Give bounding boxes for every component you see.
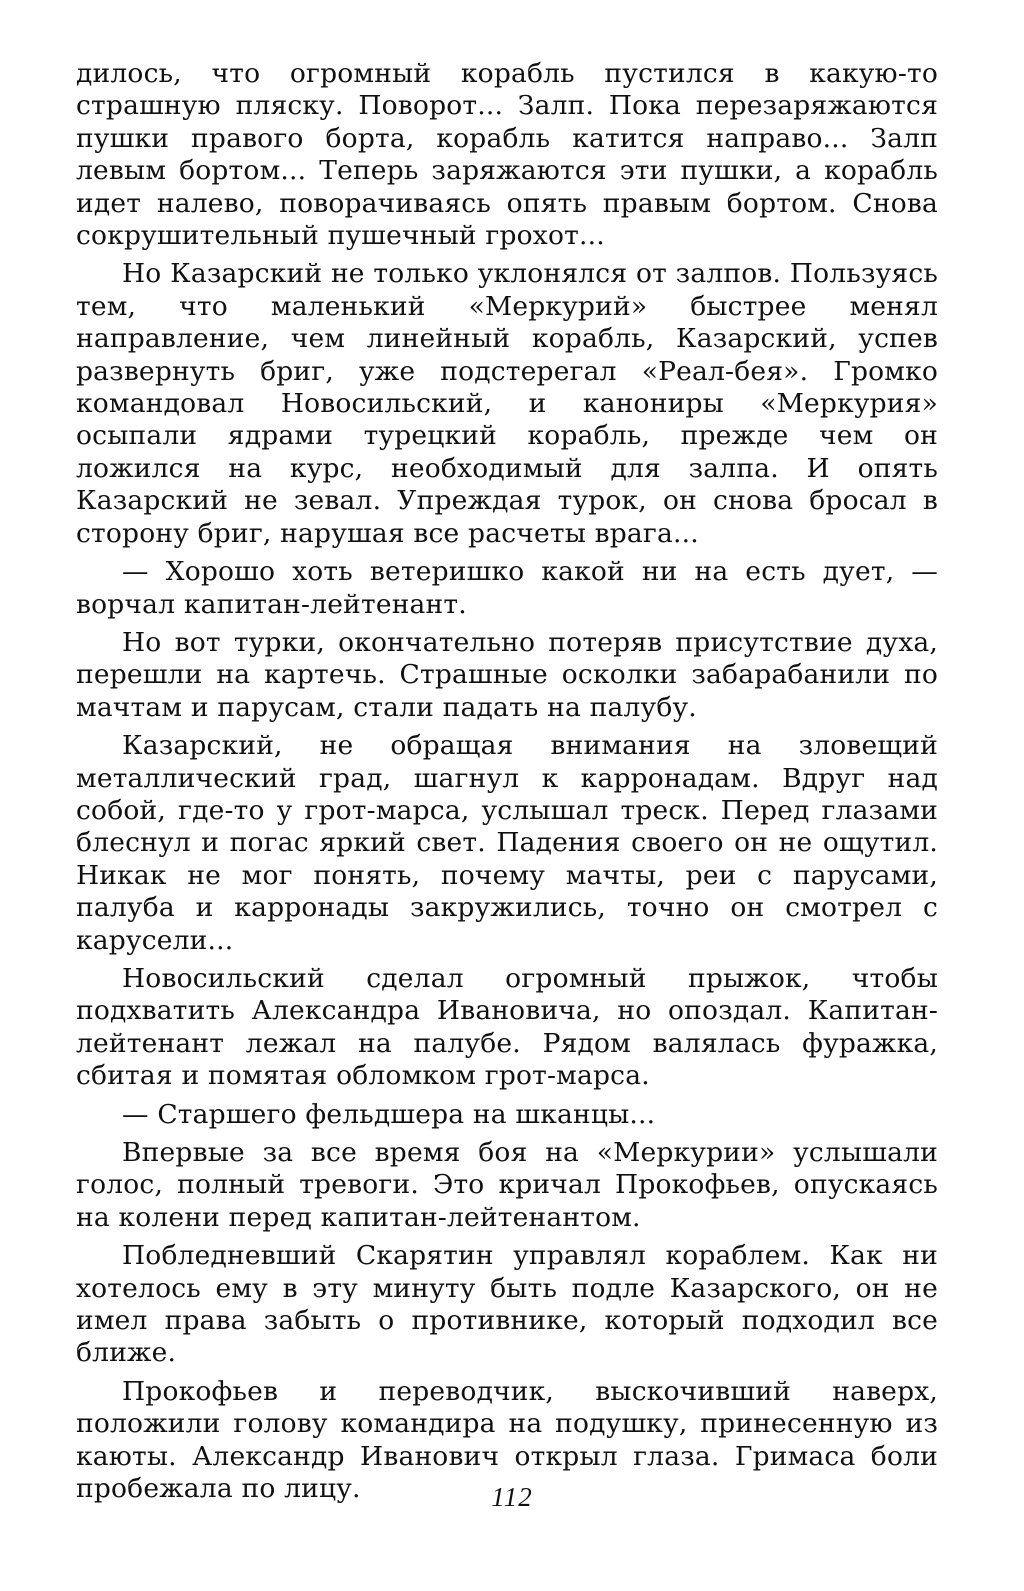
book-page bbox=[76, 58, 938, 1511]
paragraph-8: Впервые за все время боя на «Меркурии» услышали голос, полный тревоги. Это кричал Прокофьев, опускаясь на колени перед капитан-лейтенантом. bbox=[76, 1137, 938, 1233]
paragraph-6: Новосильский сделал огромный прыжок, чтобы подхватить Александра Ивановича, но опоздал. Капитан-лейтенант лежал на палубе. Рядом валялась фуражка, сбитая и помятая обломком грот-марса. bbox=[76, 962, 938, 1092]
paragraph-1: дилось, что огромный корабль пустился в какую-то страшную пляску. Поворот... Залп. Пока перезаряжаются пушки правого борта, корабль катится направо... Залп левым бортом... Теперь заряжаются эти пушки, а корабль идет налево, поворачиваясь опять правым бортом. Снова сокрушительный пушечный грохот... bbox=[76, 58, 938, 252]
paragraph-7: — Старшего фельдшера на шканцы... bbox=[122, 1098, 656, 1130]
paragraph-9: Побледневший Скарятин управлял кораблем. Как ни хотелось ему в эту минуту быть подле Казарского, он не имел права забыть о противнике, который подходил все ближе. bbox=[76, 1240, 938, 1369]
paragraph-5: Казарский, не обращая внимания на зловещий металлический град, шагнул к карронадам. Вдруг над собой, где-то у грот-марса, услышал треск. Перед глазами блеснул и погас яркий свет. Падения своего он не ощутил. Никак не мог понять, почему мачты, реи с парусами, палуба и карронады закружились, точно он смотрел с карусели... bbox=[76, 730, 938, 956]
paragraph-2: Но Казарский не только уклонялся от залпов. Пользуясь тем, что маленький «Меркурий» быстрее менял направление, чем линейный корабль, Казарский, успев развернуть бриг, уже подстерегал «Реал-бея». Громко командовал Новосильский, и канониры «Меркурия» осыпали ядрами турецкий корабль, прежде чем он ложился на курс, необходимый для залпа. И опять Казарский не зевал. Упреждая турок, он снова бросал в сторону бриг, нарушая все расчеты врага... bbox=[76, 258, 938, 549]
paragraph-10: Прокофьев и переводчик, выскочивший наверх, положили голову командира на подушку, принесенную из каюты. Александр Иванович открыл глаза. Гримаса боли пробежала по лицу. bbox=[76, 1375, 938, 1505]
page-number: 112 bbox=[491, 1482, 533, 1512]
paragraph-4: Но вот турки, окончательно потеряв присутствие духа, перешли на картечь. Страшные осколки забарабанили по мачтам и парусам, стали падать на палубу. bbox=[76, 626, 938, 723]
paragraph-3: — Хорошо хоть ветеришко какой ни на есть дует, — ворчал капитан-лейтенант. bbox=[76, 556, 938, 620]
